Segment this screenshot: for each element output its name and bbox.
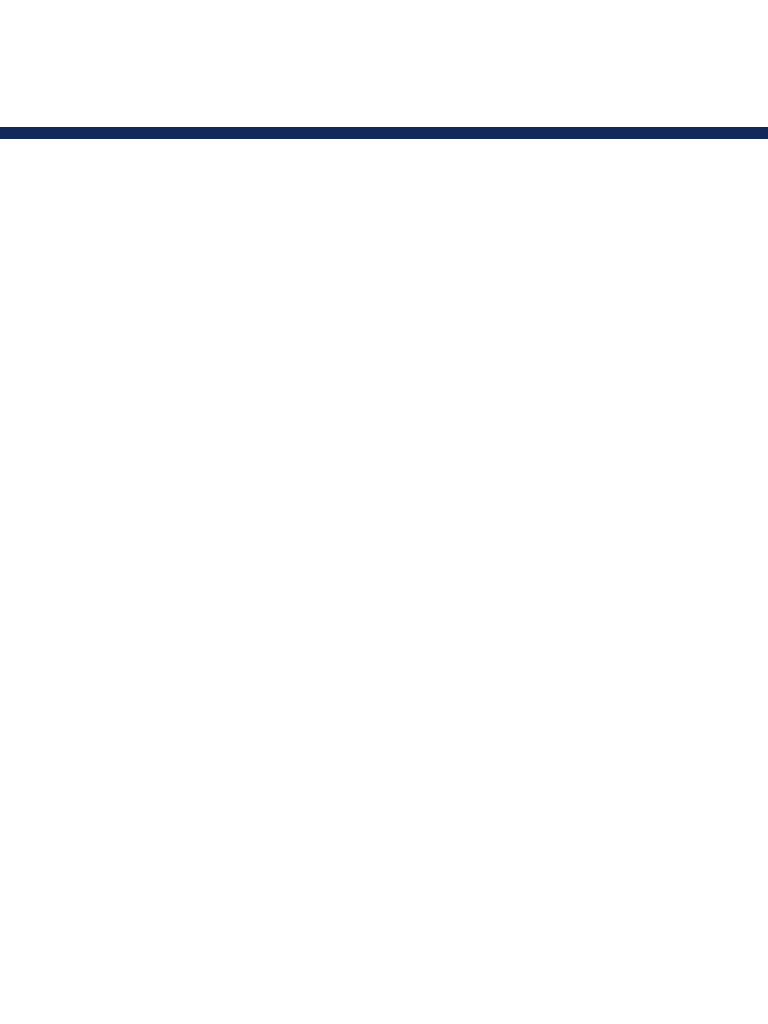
header-band [0,127,768,139]
